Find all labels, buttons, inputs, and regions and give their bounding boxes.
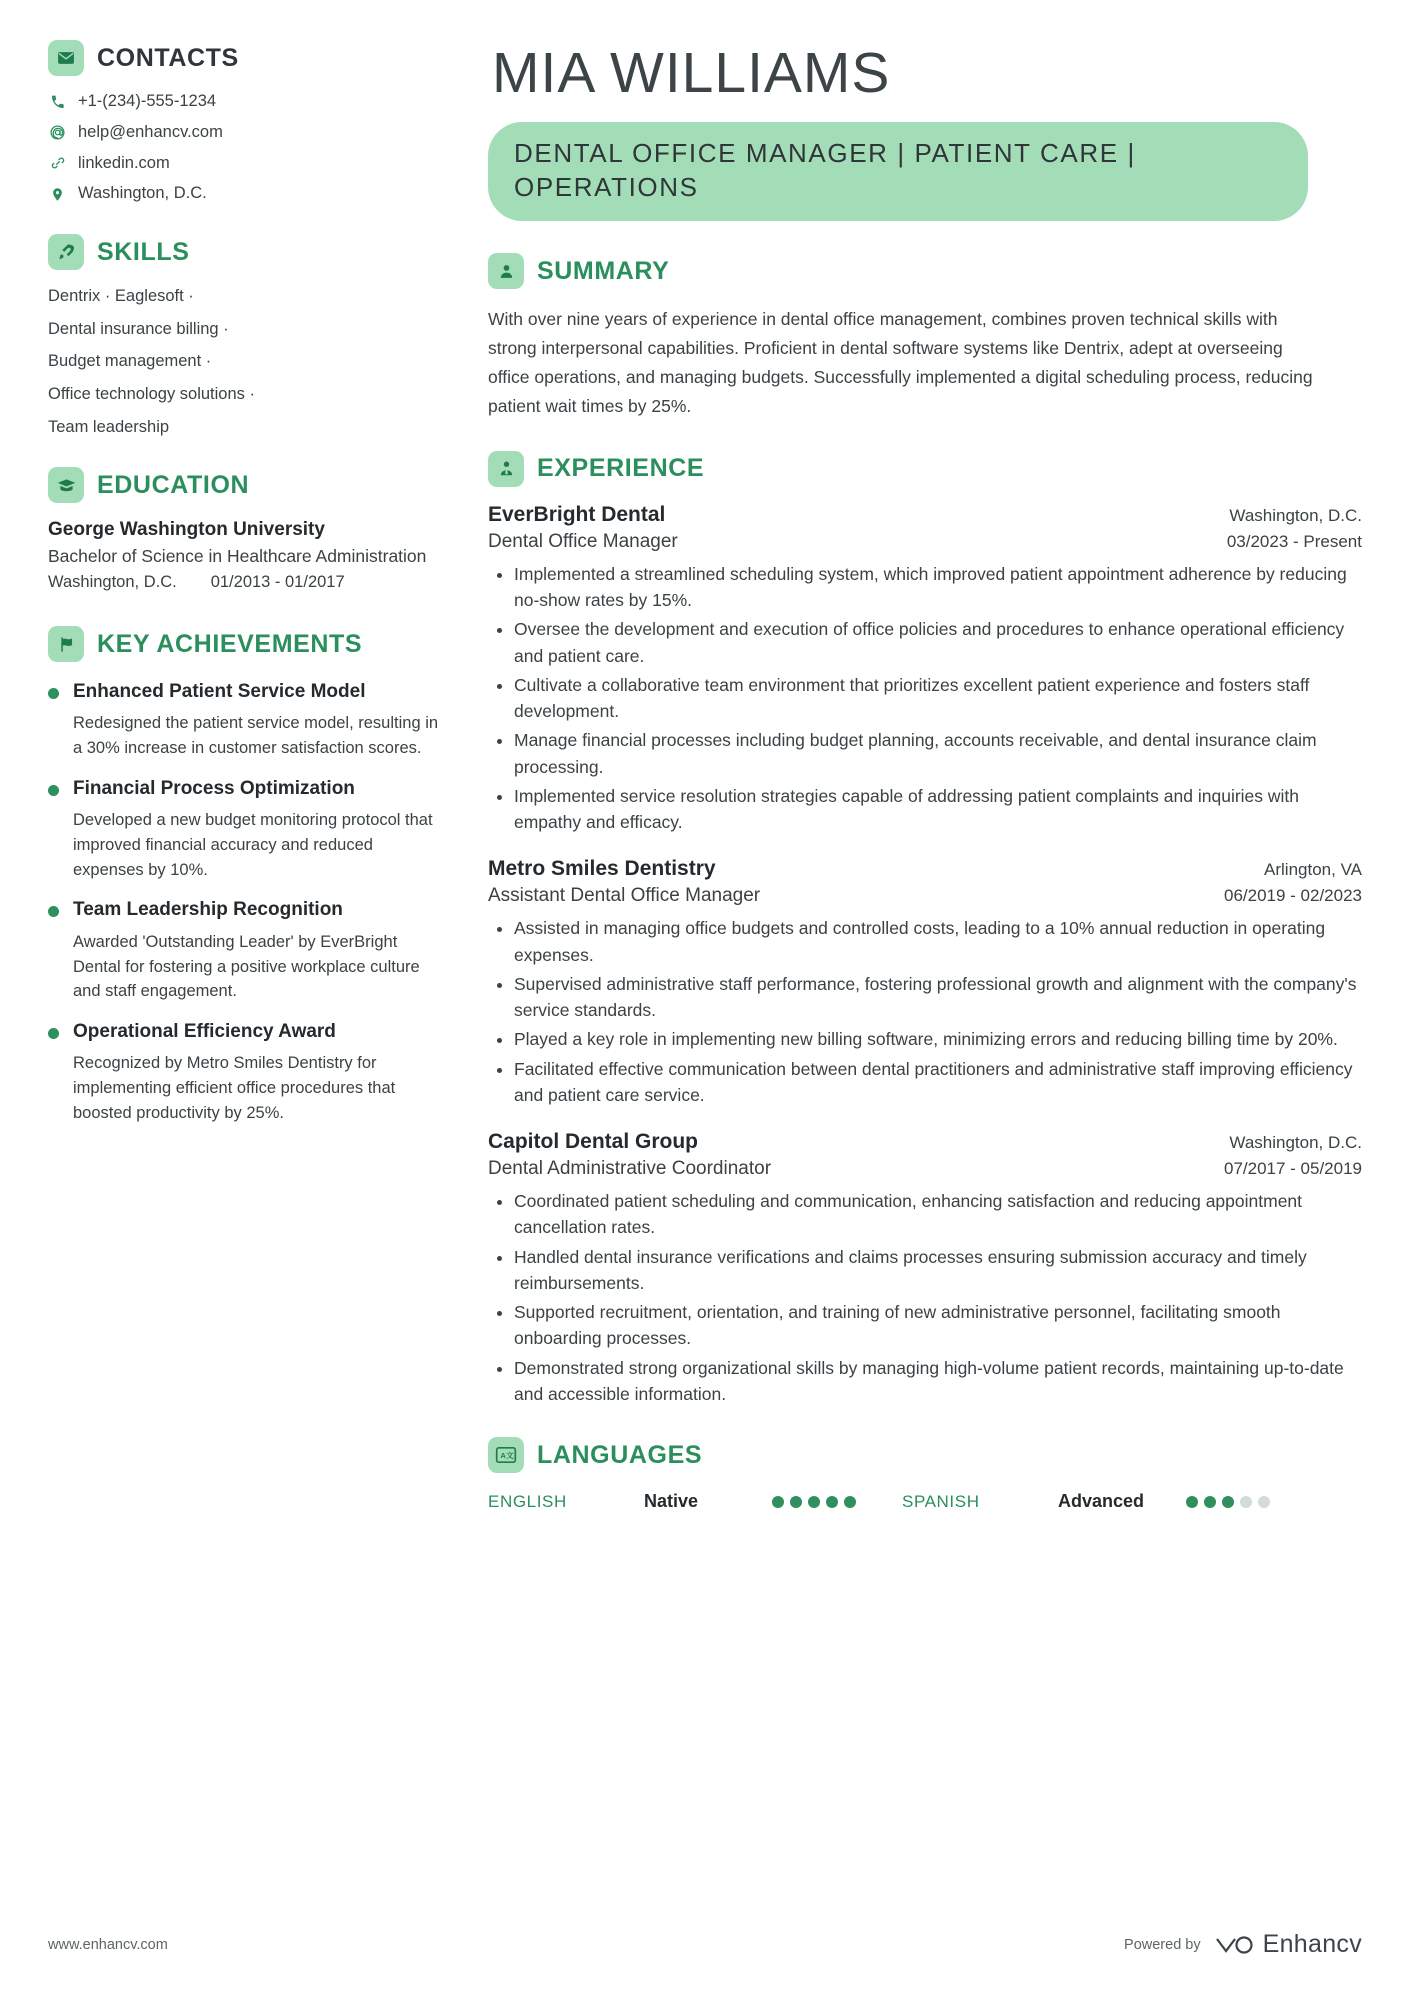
achievement-item: [48, 777, 442, 883]
language-item-spanish: [902, 1491, 1270, 1512]
language-name: SPANISH: [902, 1491, 980, 1511]
job-dates: 03/2023 - Present: [1226, 531, 1362, 551]
experience-section: [488, 451, 1362, 1407]
language-item-english: [488, 1491, 856, 1512]
job-location: Washington, D.C.: [1229, 1133, 1362, 1153]
summary-title: SUMMARY: [537, 256, 670, 285]
education-location: Washington, D.C.: [48, 573, 177, 592]
achievement-item: [48, 1020, 442, 1126]
achievement-title: Financial Process Optimization: [73, 777, 355, 799]
skill-line: Dentrix · Eaglesoft ·: [48, 287, 194, 306]
job-bullets: [488, 915, 1362, 1108]
job-bullet: • Manage financial processes including budget planning, accounts receivable, and dental insurance claim processing.: [514, 727, 1362, 780]
link-icon: [48, 155, 67, 171]
job-bullet: • Demonstrated strong organizational skills by managing high-volume patient records, maintaining up-to-date and accessible information.: [514, 1355, 1362, 1408]
achievements-section: [48, 626, 442, 1126]
contact-email: [48, 123, 442, 143]
enhancv-logo: [1213, 1930, 1362, 1959]
contact-list: [48, 92, 442, 204]
headline-banner: DENTAL OFFICE MANAGER | PATIENT CARE | OPERATIONS: [488, 122, 1308, 222]
bullet-dot-icon: [48, 688, 59, 699]
job-dates: 06/2019 - 02/2023: [1223, 886, 1362, 906]
education-degree: Bachelor of Science in Healthcare Administration: [48, 546, 427, 567]
job-location: Washington, D.C.: [1229, 505, 1362, 525]
skills-section: [48, 234, 442, 437]
language-rating-dots: [772, 1496, 856, 1508]
user-tie-icon: [488, 451, 524, 487]
job-bullet: • Implemented service resolution strategies capable of addressing patient complaints and inquiries with empathy and efficacy.: [514, 783, 1362, 836]
contact-link[interactable]: [48, 154, 442, 174]
education-school: George Washington University: [48, 519, 325, 541]
main-content: [478, 40, 1362, 1538]
summary-header: [488, 253, 1362, 289]
achievement-title: Enhanced Patient Service Model: [73, 681, 366, 703]
location-icon: [48, 186, 67, 203]
languages-title: LANGUAGES: [537, 1440, 703, 1469]
achievement-text: Awarded 'Outstanding Leader' by EverBright Dental for fostering a positive workplace culture and staff engagement.: [73, 932, 420, 1001]
summary-section: [488, 253, 1362, 421]
skill-line: Budget management ·: [48, 352, 212, 371]
sidebar: [48, 40, 478, 1152]
job-company: Capitol Dental Group: [488, 1130, 698, 1154]
job-bullet: • Supported recruitment, orientation, and training of new administrative personnel, facilitating smooth onboarding processes.: [514, 1299, 1362, 1352]
job-bullet: • Implemented a streamlined scheduling system, which improved patient appointment adherence by reducing no-show rates by 15%.: [514, 561, 1362, 614]
education-header: [48, 467, 442, 503]
achievements-list: [48, 680, 442, 1126]
footer: [48, 1930, 1362, 1959]
job-bullet: • Assisted in managing office budgets and controlled costs, leading to a 10% annual reduction in operating expenses.: [514, 915, 1362, 968]
language-rating-dots: [1186, 1496, 1270, 1508]
contact-location: [48, 184, 442, 204]
education-meta: [48, 573, 442, 592]
skills-list: [48, 286, 442, 437]
contacts-section: [48, 40, 442, 204]
languages-header: [488, 1437, 1362, 1473]
achievement-item: [48, 898, 442, 1004]
job-company: Metro Smiles Dentistry: [488, 857, 716, 881]
experience-title: EXPERIENCE: [537, 454, 705, 483]
job-bullets: [488, 1188, 1362, 1407]
job-location: Arlington, VA: [1264, 860, 1362, 880]
bullet-dot-icon: [48, 785, 59, 796]
powered-by-label: Powered by: [1124, 1936, 1201, 1953]
language-level: Advanced: [1058, 1491, 1145, 1512]
flag-icon: [48, 626, 84, 662]
contacts-header: [48, 40, 442, 76]
email-icon: [48, 124, 67, 141]
languages-list: [488, 1491, 1362, 1512]
contacts-title: CONTACTS: [97, 43, 239, 72]
job-bullet: • Handled dental insurance verifications and claims processes ensuring submission accuracy and timely reimbursements.: [514, 1244, 1362, 1297]
brand-name: Enhancv: [1262, 1930, 1362, 1958]
contact-email-value: help@enhancv.com: [78, 122, 223, 141]
translate-icon: [488, 1437, 524, 1473]
resume-columns: [48, 40, 1362, 1538]
page-title: MIA WILLIAMS: [492, 41, 891, 105]
phone-icon: [48, 94, 67, 110]
job-company: EverBright Dental: [488, 502, 666, 526]
achievement-text: Redesigned the patient service model, resulting in a 30% increase in customer satisfaction scores.: [73, 714, 439, 758]
bullet-dot-icon: [48, 1028, 59, 1039]
skills-title: SKILLS: [97, 237, 190, 266]
skill-line: Office technology solutions ·: [48, 385, 255, 404]
achievement-text: Recognized by Metro Smiles Dentistry for implementing efficient office procedures that boosted productivity by 25%.: [73, 1054, 396, 1122]
envelope-icon: [48, 40, 84, 76]
language-name: ENGLISH: [488, 1491, 567, 1511]
job-role: Assistant Dental Office Manager: [488, 885, 761, 907]
experience-item: [488, 857, 1362, 1108]
graduation-cap-icon: [48, 467, 84, 503]
skill-line: Dental insurance billing ·: [48, 319, 229, 338]
education-title: EDUCATION: [97, 470, 250, 499]
contact-link-value: linkedin.com: [78, 153, 170, 172]
footer-website[interactable]: www.enhancv.com: [48, 1936, 168, 1953]
job-dates: 07/2017 - 05/2019: [1223, 1159, 1362, 1179]
job-role: Dental Administrative Coordinator: [488, 1158, 772, 1180]
job-bullet: • Coordinated patient scheduling and communication, enhancing satisfaction and reducing appointment cancellation rates.: [514, 1188, 1362, 1241]
bullet-dot-icon: [48, 906, 59, 917]
achievement-title: Team Leadership Recognition: [73, 899, 343, 921]
achievement-item: [48, 680, 442, 761]
skills-header: [48, 234, 442, 270]
language-level: Native: [644, 1491, 699, 1512]
job-bullet: • Played a key role in implementing new billing software, minimizing errors and reducing billing time by 20%.: [514, 1026, 1362, 1052]
achievements-title: KEY ACHIEVEMENTS: [97, 629, 363, 658]
job-bullet: • Supervised administrative staff performance, fostering professional growth and alignment with the company's service standards.: [514, 971, 1362, 1024]
experience-item: [488, 503, 1362, 836]
footer-powered-by: [1124, 1930, 1362, 1959]
achievement-text: Developed a new budget monitoring protocol that improved financial accuracy and reduced expenses by 10%.: [73, 811, 433, 879]
rocket-icon: [48, 234, 84, 270]
education-section: [48, 467, 442, 592]
achievement-title: Operational Efficiency Award: [73, 1021, 336, 1042]
summary-text: With over nine years of experience in dental office management, combines proven technical skills with strong interpersonal capabilities. Proficient in dental software systems like Dentrix, adept at overseeing office operations, and managing budgets. Successfully implemented a digital scheduling process, reducing patient wait times by 25%.: [488, 309, 1313, 417]
job-bullet: • Facilitated effective communication between dental practitioners and administrative staff improving efficiency and patient care service.: [514, 1056, 1362, 1109]
svg-text:文: 文: [506, 1451, 514, 1461]
contact-phone-value: +1-(234)-555-1234: [78, 92, 217, 110]
brand-mark-icon: [1213, 1932, 1255, 1958]
job-role: Dental Office Manager: [488, 530, 678, 552]
contact-location-value: Washington, D.C.: [78, 184, 207, 203]
job-bullet: • Cultivate a collaborative team environment that prioritizes excellent patient experience and fosters staff development.: [514, 672, 1362, 725]
job-bullets: [488, 561, 1362, 836]
achievements-header: [48, 626, 442, 662]
contact-phone: [48, 92, 442, 112]
skill-line: Team leadership: [48, 417, 170, 436]
education-dates: 01/2013 - 01/2017: [210, 573, 345, 592]
experience-item: [488, 1130, 1362, 1407]
job-bullet: • Oversee the development and execution of office policies and procedures to enhance operational efficiency and patient care.: [514, 616, 1362, 669]
experience-header: [488, 451, 1362, 487]
svg-text:A: A: [500, 1451, 506, 1461]
languages-section: [488, 1437, 1362, 1512]
person-icon: [488, 253, 524, 289]
